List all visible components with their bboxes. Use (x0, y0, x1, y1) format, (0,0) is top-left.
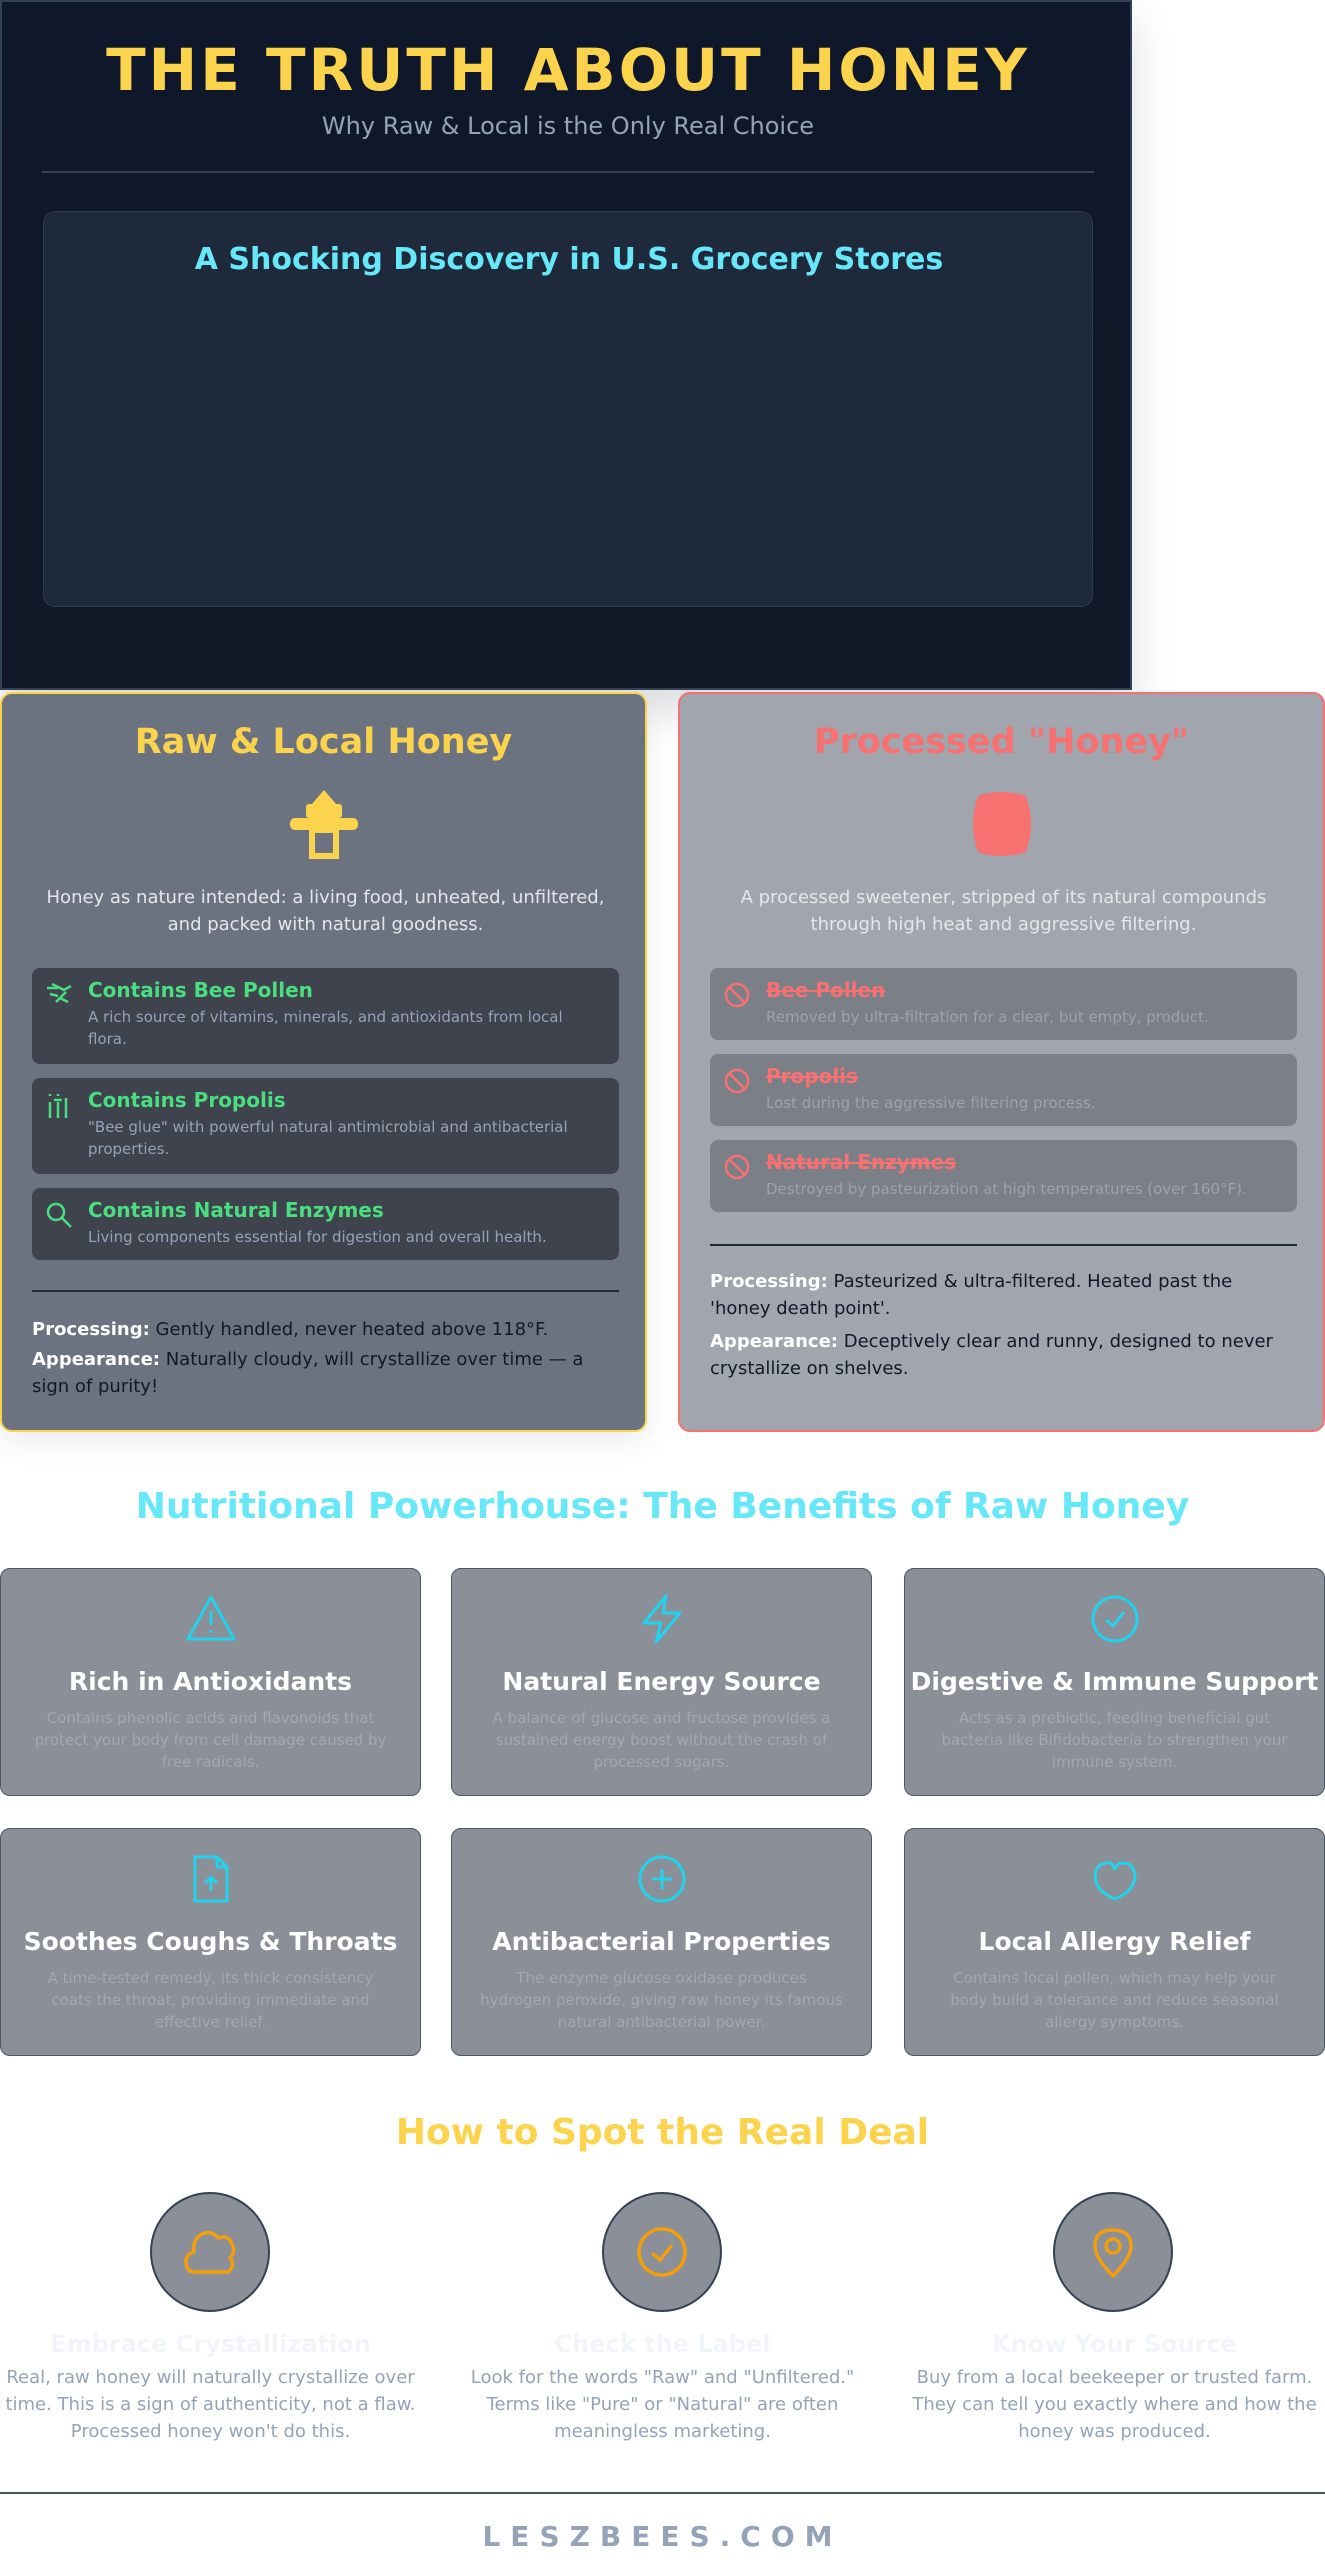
check-circle-icon (634, 2224, 690, 2280)
benefit-title: Soothes Coughs & Throats (23, 1927, 398, 1956)
hero-section (0, 0, 1132, 690)
discovery-title: A Shocking Discovery in U.S. Grocery Stores (194, 242, 944, 277)
processed-feature-propolis (710, 1054, 1297, 1126)
spot-title: How to Spot the Real Deal (395, 2112, 930, 2153)
benefit-desc: The enzyme glucose oxidase produces hydrogen peroxide, giving raw honey its famous natural antibacterial power. (480, 1969, 843, 2031)
processed-card-description: A processed sweetener, stripped of its natural compounds through high heat and aggressive filtering. (740, 887, 1267, 935)
cloud-icon (182, 2224, 238, 2280)
raw-card-divider (32, 1290, 619, 1292)
hero-title: THE TRUTH ABOUT HONEY (106, 36, 1030, 104)
blob-icon (962, 784, 1042, 864)
processed-feature-bee-pollen (710, 968, 1297, 1040)
feature-desc: Living components essential for digestion and overall health. (88, 1228, 547, 1246)
benefit-card (0, 1828, 421, 2056)
benefit-desc: Contains local pollen, which may help your body build a tolerance and reduce seasonal allergy symptoms. (950, 1969, 1279, 2031)
processed-card-divider (710, 1244, 1297, 1246)
processing-label: Processing: (710, 1271, 828, 1292)
feature-desc: Destroyed by pasteurization at high temperatures (over 160°F). (766, 1180, 1247, 1198)
benefit-card (0, 1568, 421, 1796)
raw-honey-card (0, 692, 647, 1432)
benefit-card (451, 1568, 872, 1796)
spot-icon-circle (150, 2192, 270, 2312)
benefit-desc: Acts as a prebiotic, feeding beneficial gut bacteria like Bifidobacteria to strengthen your immune system. (941, 1709, 1288, 1771)
hero-divider (42, 171, 1094, 173)
ban-icon (722, 1152, 752, 1182)
raw-feature-bee-pollen (32, 968, 619, 1064)
check-circle-icon (1089, 1593, 1141, 1645)
heart-icon (1089, 1853, 1141, 1905)
spot-item-desc: Real, raw honey will naturally crystallize over time. This is a sign of authenticity, not a flaw. Processed honey won't do this. (5, 2367, 416, 2442)
search-icon (44, 1200, 74, 1230)
honey-dipper-icon (284, 784, 364, 864)
processed-card-title: Processed "Honey" (813, 722, 1190, 762)
benefit-title: Local Allergy Relief (978, 1927, 1251, 1956)
benefit-title: Antibacterial Properties (492, 1927, 831, 1956)
benefit-title: Digestive & Immune Support (910, 1667, 1319, 1696)
feature-title: Propolis (766, 1064, 858, 1088)
benefit-desc: A time-tested remedy, its thick consistency coats the throat, providing immediate and effective relief. (47, 1969, 374, 2031)
spot-item-desc: Buy from a local beekeeper or trusted farm. They can tell you exactly where and how the honey was produced. (912, 2367, 1317, 2442)
raw-processing (32, 1316, 619, 1343)
map-pin-icon (1085, 2224, 1141, 2280)
spot-item-title: Check the Label (554, 2330, 771, 2358)
bee-icon (44, 980, 74, 1010)
spot-item-desc: Look for the words "Raw" and "Unfiltered." Terms like "Pure" or "Natural" are often meaningless marketing. (470, 2367, 855, 2442)
warning-icon (185, 1593, 237, 1645)
raw-card-description: Honey as nature intended: a living food, unheated, unfiltered, and packed with natural goodness. (46, 887, 605, 935)
benefit-card (451, 1828, 872, 2056)
processing-text: Pasteurized & ultra-filtered. Heated past the 'honey death point'. (710, 1271, 1233, 1319)
appearance-text: Naturally cloudy, will crystallize over time — a sign of purity! (32, 1349, 584, 1397)
footer-brand[interactable]: LESZBEES.COM (482, 2520, 843, 2553)
feature-desc: Lost during the aggressive filtering process. (766, 1094, 1096, 1112)
appearance-label: Appearance: (710, 1331, 838, 1352)
hero-subtitle: Why Raw & Local is the Only Real Choice (321, 112, 815, 140)
feature-title: Natural Enzymes (766, 1150, 957, 1174)
raw-appearance (32, 1346, 619, 1400)
processed-appearance (710, 1328, 1297, 1382)
plus-circle-icon (636, 1853, 688, 1905)
spot-icon-circle (1053, 2192, 1173, 2312)
raw-feature-enzymes (32, 1188, 619, 1260)
feature-title: Bee Pollen (766, 978, 886, 1002)
feature-desc: "Bee glue" with powerful natural antimicrobial and antibacterial properties. (88, 1118, 568, 1158)
feature-desc: Removed by ultra-filtration for a clear, but empty, product. (766, 1008, 1209, 1026)
raw-feature-propolis (32, 1078, 619, 1174)
raw-card-title: Raw & Local Honey (134, 722, 513, 762)
processed-processing (710, 1268, 1297, 1322)
processed-feature-enzymes (710, 1140, 1297, 1212)
feature-desc: A rich source of vitamins, minerals, and antioxidants from local flora. (88, 1008, 563, 1048)
benefit-card (904, 1828, 1325, 2056)
benefit-desc: A balance of glucose and fructose provides a sustained energy boost without the crash of processed sugars. (492, 1709, 831, 1771)
spot-icon-circle (602, 2192, 722, 2312)
benefit-title: Rich in Antioxidants (68, 1667, 353, 1696)
processed-honey-card (678, 692, 1325, 1432)
appearance-text: Deceptively clear and runny, designed to never crystallize on shelves. (710, 1331, 1273, 1379)
feature-title: Contains Natural Enzymes (88, 1198, 384, 1222)
feature-title: Contains Propolis (88, 1088, 286, 1112)
feature-title: Contains Bee Pollen (88, 978, 313, 1002)
processing-text: Gently handled, never heated above 118°F. (155, 1319, 549, 1340)
discovery-panel (43, 211, 1093, 607)
processing-label: Processing: (32, 1319, 150, 1340)
ban-icon (722, 1066, 752, 1096)
benefit-title: Natural Energy Source (502, 1667, 821, 1696)
benefit-card (904, 1568, 1325, 1796)
spot-item-title: Know Your Source (992, 2330, 1237, 2358)
benefits-title: Nutritional Powerhouse: The Benefits of Raw Honey (135, 1486, 1190, 1527)
benefit-desc: Contains phenolic acids and flavonoids that protect your body from cell damage caused by free radicals. (34, 1709, 387, 1771)
flask-icon (44, 1090, 74, 1120)
footer-divider (0, 2492, 1325, 2494)
ban-icon (722, 980, 752, 1010)
appearance-label: Appearance: (32, 1349, 160, 1370)
spot-item-title: Embrace Crystallization (50, 2330, 371, 2358)
lightning-icon (636, 1593, 688, 1645)
file-upload-icon (185, 1853, 237, 1905)
